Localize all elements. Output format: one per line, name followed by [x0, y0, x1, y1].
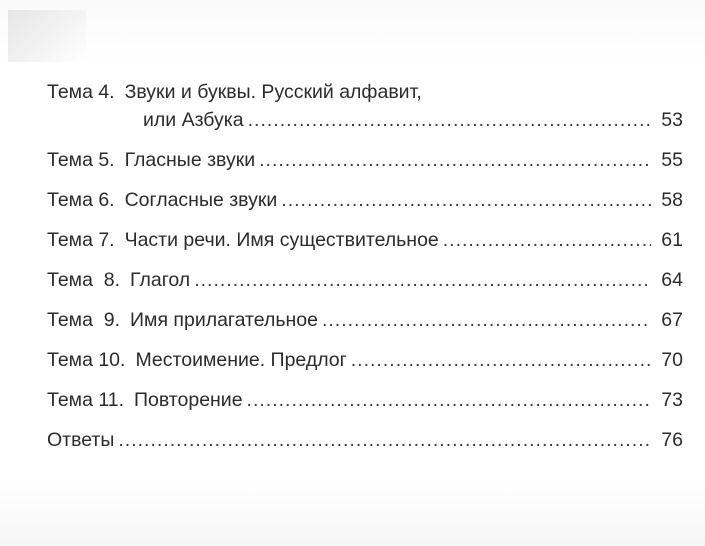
toc-row [47, 426, 683, 454]
toc-row [47, 186, 683, 214]
toc-number: Тема 11. [47, 389, 124, 411]
toc-leader [351, 346, 651, 374]
toc-title-continuation: или Азбука [143, 109, 244, 131]
toc-title: Местоимение. Предлог [135, 349, 347, 371]
toc-page-number: 55 [661, 149, 683, 171]
toc-row [47, 146, 683, 174]
toc-title: Согласные звуки [124, 189, 278, 211]
toc-row [47, 386, 683, 414]
toc-entry[interactable] [47, 346, 683, 374]
toc-number: Тема 7. [47, 229, 115, 251]
toc-row [47, 306, 683, 334]
toc-page-number: 67 [661, 309, 683, 331]
toc-entry[interactable] [47, 306, 683, 334]
toc-title: Части речи. Имя существительное [124, 229, 439, 251]
toc-leader [281, 186, 651, 214]
toc-page-number: 53 [661, 109, 683, 131]
toc-entry[interactable] [47, 186, 683, 214]
toc-leader [247, 386, 651, 414]
toc-entry[interactable] [47, 266, 683, 294]
toc-entry[interactable] [47, 146, 683, 174]
toc-title: Ответы [47, 429, 115, 451]
toc-leader [259, 146, 651, 174]
toc-title: Гласные звуки [124, 149, 256, 171]
toc-leader [443, 226, 651, 254]
toc-page-number: 76 [661, 429, 683, 451]
toc-leader [322, 306, 651, 334]
toc-leader [194, 266, 651, 294]
toc-number: Тема 8. [47, 269, 121, 291]
table-of-contents [47, 78, 683, 451]
toc-entry[interactable] [47, 426, 683, 454]
toc-title: Имя прилагательное [130, 309, 318, 331]
toc-number: Тема 10. [47, 349, 126, 371]
toc-page-number: 58 [661, 189, 683, 211]
toc-row [47, 78, 683, 106]
toc-leader [118, 426, 651, 454]
toc-title: Глагол [130, 269, 191, 291]
toc-title: Повторение [134, 389, 243, 411]
toc-number: Тема 6. [47, 189, 115, 211]
toc-row [47, 346, 683, 374]
toc-title: Звуки и буквы. Русский алфавит, [124, 81, 422, 103]
toc-leader [248, 106, 651, 134]
toc-page-number: 61 [661, 229, 683, 251]
toc-number: Тема 4. [47, 81, 115, 103]
corner-decoration [8, 10, 86, 62]
toc-page-number: 70 [661, 349, 683, 371]
toc-page-number: 73 [661, 389, 683, 411]
toc-row [47, 266, 683, 294]
toc-number: Тема 9. [47, 309, 121, 331]
toc-entry[interactable] [47, 226, 683, 254]
toc-row [47, 226, 683, 254]
toc-row-continuation [47, 106, 683, 134]
toc-number: Тема 5. [47, 149, 115, 171]
toc-entry[interactable] [47, 386, 683, 414]
toc-page-number: 64 [661, 269, 683, 291]
toc-entry[interactable] [47, 78, 683, 134]
